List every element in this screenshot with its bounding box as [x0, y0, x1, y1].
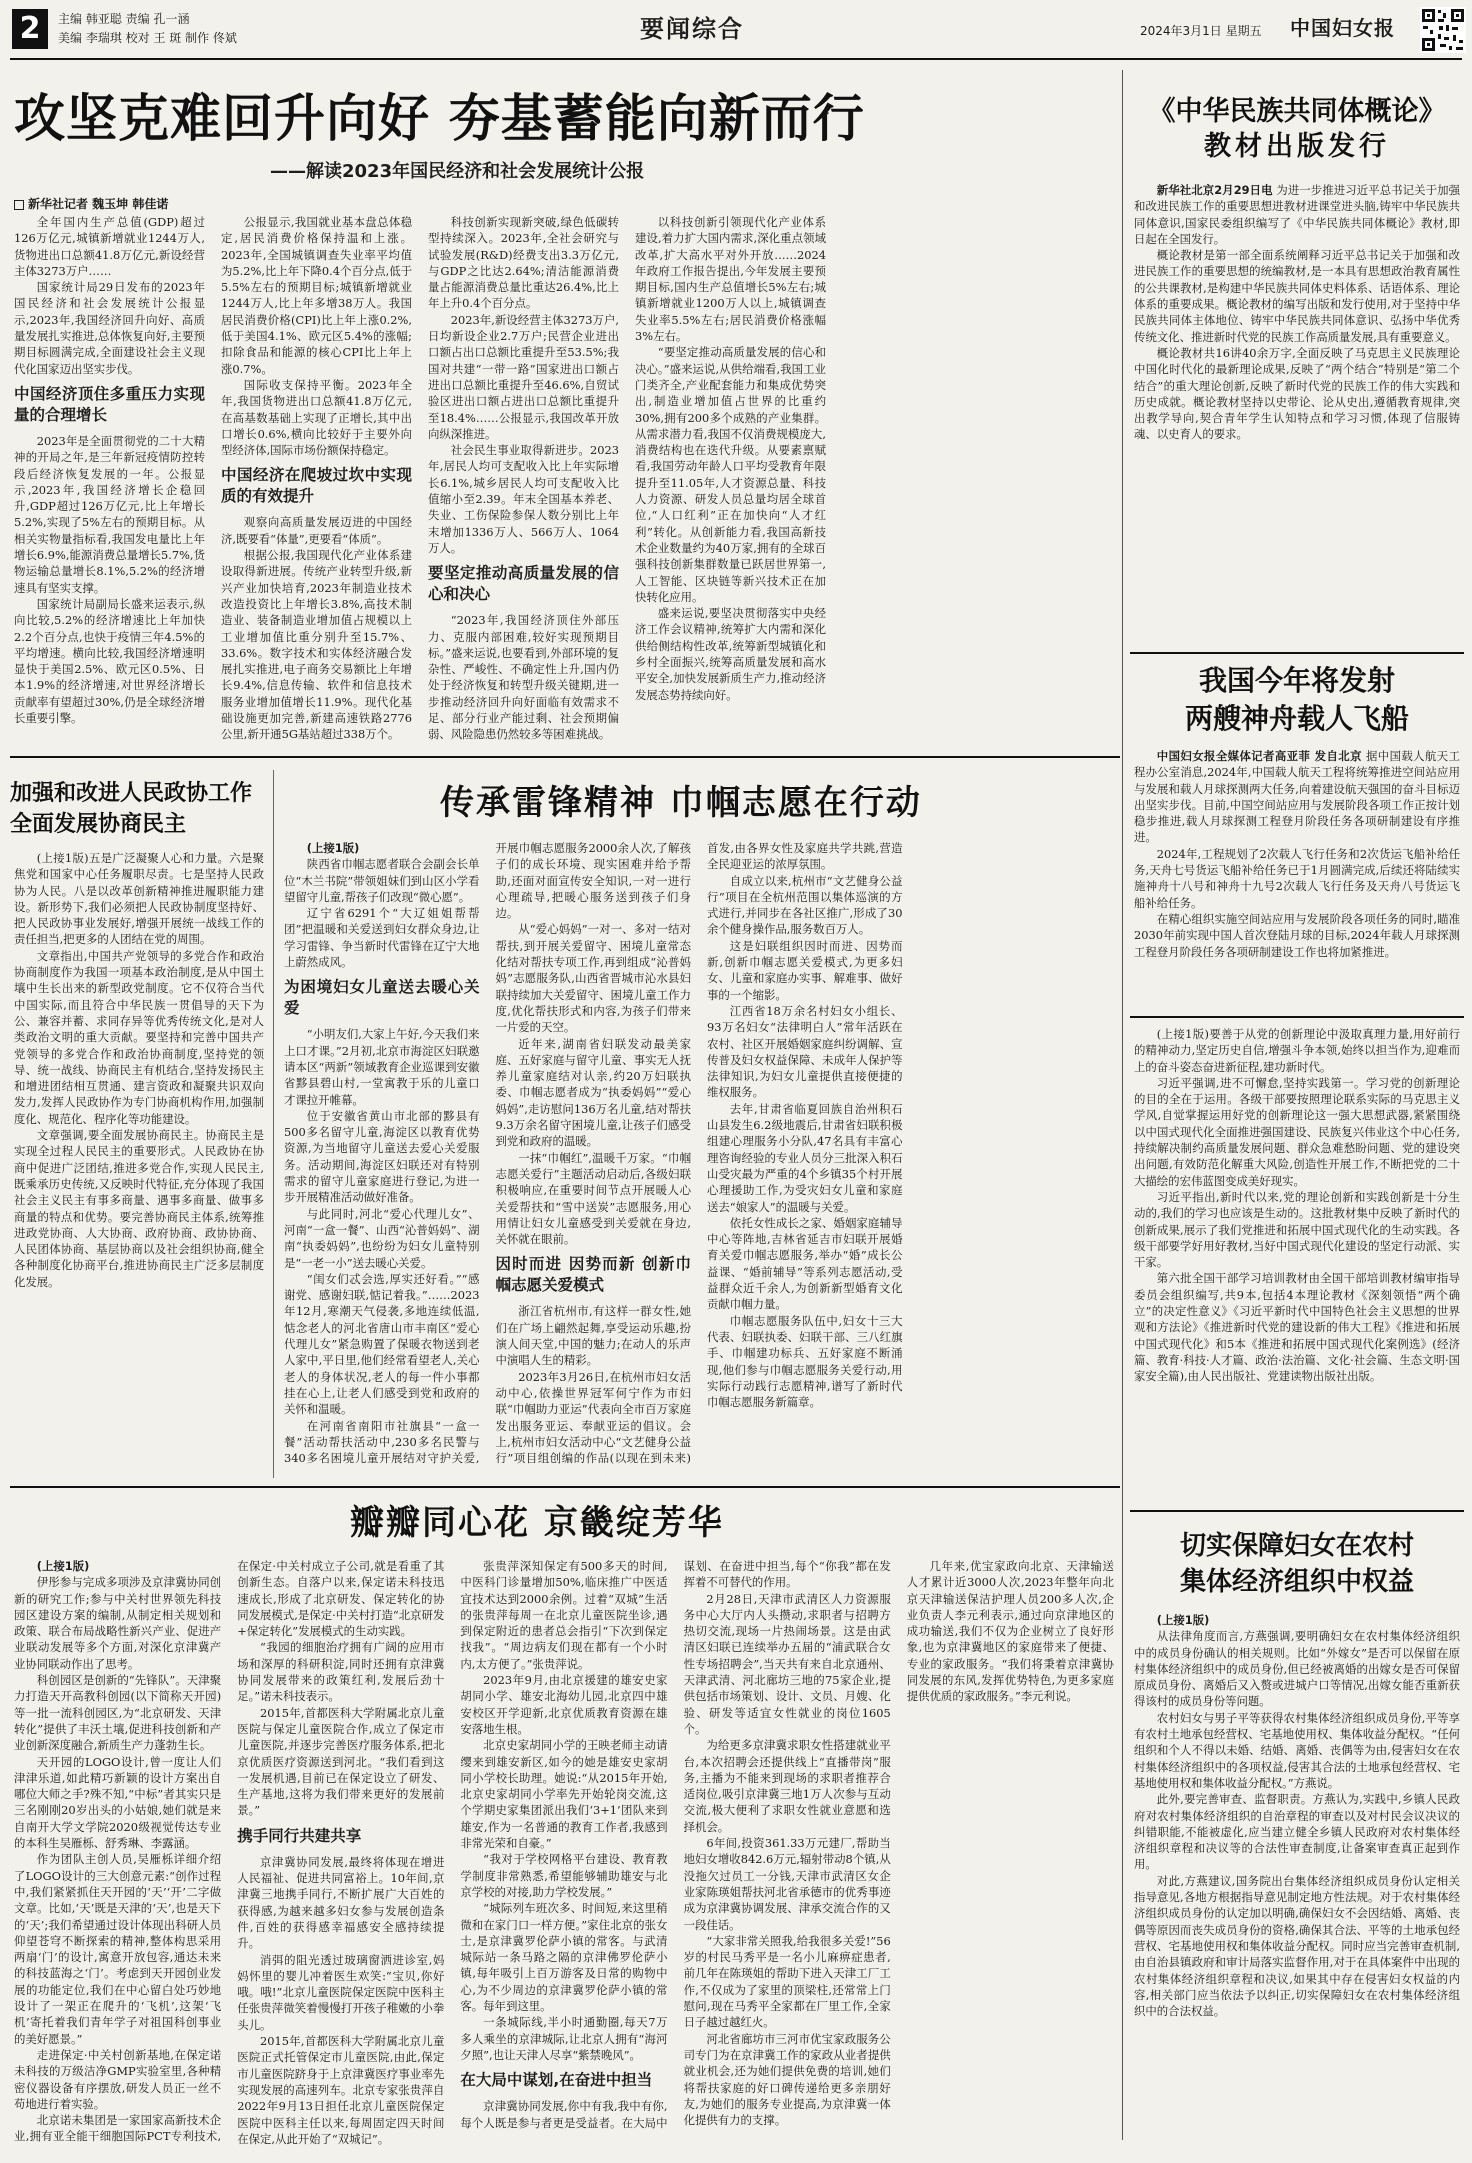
paragraph: 观察向高质量发展迈进的中国经济,既要看“体量”,更要看“体质”。	[221, 515, 412, 546]
paragraph: 走进保定·中关村创新基地,在保定诺未科技的万级洁净GMP实验室里,各种精密仪器设备有序摆放,研发人员正一丝不苟地进行着实验。	[14, 2047, 222, 2111]
sidebar-rule	[1130, 1016, 1464, 1018]
paragraph: 京津冀协同发展,你中有我,我中有你,每个人既是参与者更是受益者。在大局中谋划、在奋进中担当,每个“你我”都在发挥着不可替代的作用。	[460, 1559, 891, 2130]
subheading: 中国经济在爬坡过坎中实现质的有效提升	[221, 466, 412, 506]
paragraph: 2023年9月,由北京援建的雄安史家胡同小学、雄安北海幼儿园,北京四中雄安校区开学迎新,北京优质教育资源在雄安落地生根。	[460, 1673, 668, 1736]
subheading: 要坚定推动高质量发展的信心和决心	[428, 564, 619, 604]
paragraph: “要坚定推动高质量发展的信心和决心。”盛来运说,从供给端看,我国工业门类齐全,产业配套能力和集成优势突出,制造业增加值占世界的比重约30%,拥有200多个成熟的产业集群。从需求潜力看,我国不仅消费规模庞大,消费结构也在迭代升级。从要素禀赋看,我国劳动年龄人口平均受教育年限提升至11.05年,人才资源总量、科技人力资源、研发人员总量均居全球首位,“人口红利”正在加快向“人才红利”转化。从创新能力看,我国高新技术企业数量约为40万家,拥有的全球百强科技创新集群数量已跃居世界第一,人工智能、区块链等新兴技术正在加快转化应用。	[635, 345, 826, 604]
paragraph: 第六批全国干部学习培训教材由全国干部培训教材编审指导委员会组织编写,共9本,包括4本理论教材《深刻领悟“两个确立”的决定性意义》《习近平新时代中国特色社会主义思想的世界观和方法论》《推进新时代党的建设新的伟大工程》《推进和拓展中国式现代化》和5本《推进和拓展中国式现代化案例选》(经济篇、教育·科技·人才篇、政治·法治篇、文化·社会篇、生态文明·国家安全篇),由人民出版社、党建读物出版社出版。	[1134, 1271, 1460, 1384]
paragraph: 消弭的阻光透过玻璃窗洒进诊室,妈妈怀里的婴儿冲着医生欢笑:“宝贝,你好哦。哦!”北京儿童医院保定医院中医科主任张贵萍微笑着慢慢打开孩子稚嫩的小拳头儿。	[237, 1952, 445, 2032]
shenzhou-headline	[1130, 662, 1464, 738]
paragraph: 在精心组织实施空间站应用与发展阶段各项任务的同时,瞄准2030年前实现中国人首次登陆月球的目标,2024年载人月球探测工程登月阶段任务各项研制建设工作也将加紧推进。	[1134, 911, 1460, 959]
paragraph: 盛来运说,要坚决贯彻落实中央经济工作会议精神,统筹扩大内需和深化供给侧结构性改革,统筹新型城镇化和乡村全面振兴,统筹高质量发展和高水平安全,加快发展新质生产力,推动经济发展态势持续向好。	[635, 606, 826, 702]
paragraph: 为给更多京津冀求职女性搭建就业平台,本次招聘会还提供线上“直播带岗”服务,主播为不能来到现场的求职者推荐合适岗位,吸引京津冀三地1万人次参与互动交流,极大便利了求职女性就业意愿和选择机会。	[683, 1738, 891, 1834]
paragraph: 一抹“巾帼红”,温暖千万家。“巾帼志愿关爱行”主题活动启动后,各级妇联积极响应,在重要时间节点开展暖人心关爱帮扶和“雪中送炭”志愿服务,用心用情让妇女儿童感受到关爱就在身边,关怀就在眼前。	[495, 1150, 691, 1247]
lead-byline	[14, 196, 168, 212]
subheading: 携手同行共建共享	[237, 1826, 362, 1845]
dateline: 中国妇女报全媒体记者高亚菲 发自北京	[1156, 749, 1362, 763]
credits-line-1: 主编 韩亚聪 责编 孔一涵	[58, 12, 190, 26]
paragraph: 概论教材共16讲40余万字,全面反映了马克思主义民族理论中国化时代化的最新理论成果,反映了“两个结合”特别是“第二个结合”的重大理论创新,反映了新时代党的民族工作的伟大实践和历史成就。概论教材坚持以史带论、论从史出,遵循教育规律,突出教学导向,契合青年学生认知特点和学习习惯,体现了信服铸魂、以史育人的要求。	[1134, 345, 1460, 442]
paragraph: 对此,方燕建议,国务院出台集体经济组织成员身份认定相关指导意见,各地方根据指导意见制定地方性法规。对于农村集体经济组织成员身份的认定加以明确,确保妇女不会因结婚、离婚、丧偶等原因而丧失成员身份的资格,确保其合法、平等的土地承包经营权、宅基地使用权和集体收益分配权。同时应当完善审查机制,由自治县镇政府和审计局落实监督作用,对于在具体案件中出现的农村集体经济组织章程和决议,如果其中存在侵害妇女权益的内容,相关部门应当依法予以纠正,切实保障妇女在农村集体经济组织中的合法权益。	[1134, 1873, 1460, 2019]
paragraph: 天开园的LOGO设计,曾一度让人们津津乐道,如此精巧新颖的设计方案出自哪位大师之手?殊不知,“中标”者其实只是三名刚刚20岁出头的小姑娘,她们就是来自南开大学文学院2020级视觉传达专业的本科生吴雁栎、舒秀琳、李露涵。	[14, 1754, 222, 1851]
cppcc-article-body	[14, 850, 264, 1478]
paragraph: 张贵萍深知保定有500多天的时间,中医科门诊量增加50%,临床推广中医适宜技术达到2000余例。过着“双城”生活的张贵萍每周一在北京儿童医院坐诊,遇到保定附近的患者总会指引“下次到保定找我”。“周边病友们现在都有一个小时内,太方便了。”张贵萍说。	[460, 1559, 668, 1671]
paragraph: 浙江省杭州市,有这样一群女性,她们在广场上翩然起舞,享受运动乐趣,扮演人间天堂,中国的魅力;在动人的乐声中演唱人生的精彩。	[495, 1304, 691, 1368]
paragraph: 几年来,优宝家政向北京、天津输送人才累计近3000人次,2023年整年向北京天津输送保洁护理人员200多人次,企业负责人李元利表示,通过向京津地区的成功输送,我们不仅为企业树立了良好形象,也为京津冀地区的家庭带来了便捷、专业的家政服务。“我们将秉着京津冀协同发展的东风,发挥优势特色,为更多家庭提供优质的家政服务。”李元利说。	[906, 1559, 1114, 1704]
paragraph: “小明友们,大家上午好,今天我们来上口才课。”2月初,北京市海淀区妇联邀请本区“两新”领域教育企业巡课到安徽省黟县碧山村,一堂寓教于乐的儿童口才课拉开帷幕。	[284, 1027, 480, 1107]
paragraph: “我对于学校网格平台建设、教育教学制度非常熟悉,希望能够辅助雄安与北京学校的对接,助力学校发展。”	[460, 1852, 668, 1899]
paragraph: 江西省18万余名村妇女小组长、93万名妇女“法律明白人”常年活跃在农村、社区开展婚姻家庭纠纷调解、宣传普及妇女权益保障、未成年人保护等法律知识,为妇女儿童提供直接便捷的维权服务。	[707, 1003, 903, 1100]
paragraph: 2015年,首都医科大学附属北京儿童医院与保定儿童医院合作,成立了保定市儿童医院,并逐步完善医疗服务体系,把北京优质医疗资源送到河北。“我们看到这一发展机遇,目前已在保定设立了研发、生产基地,这将为我们带来更好的发展前景。”	[237, 1705, 445, 1818]
paragraph: 习近平强调,进不可懈怠,坚持实践第一。学习党的创新理论的目的全在于运用。各级干部要按照理论联系实际的马克思主义学风,自觉掌握运用好党的创新理论这一强大思想武器,紧紧围绕以中国式现代化全面推进强国建设、民族复兴伟业这个中心任务,持续解决制约高质量发展问题、群众急难愁盼问题、党的建设突出问题,有效防范化解重大风险,创造性开展工作,不断把党的二十大描绘的宏伟蓝图变成美好现实。	[1134, 1075, 1460, 1188]
paragraph: “大家非常关照我,给我很多关爱!”56岁的村民马秀平是一名小儿麻痹症患者,前几年在陈瑛姐的帮助下进入天津工厂工作,不仅成为了家里的顶梁柱,还常常上门慰问,现在马秀平全家都在厂里工作,全家日子越过越红火。	[683, 1933, 891, 2030]
issue-date: 2024年3月1日 星期五	[1140, 24, 1262, 38]
paragraph: 国际收支保持平衡。2023年全年,我国货物进出口总额41.8万亿元,在高基数基础上实现了正增长,其中出口增长0.6%,横向比较好于主要外向型经济体,国际市场份额保持稳定。	[221, 377, 412, 458]
paragraph	[14, 1558, 221, 1574]
paragraph: (上接1版)五是广泛凝聚人心和力量。六是聚焦党和国家中心任务履职尽责。七是坚持人民政协为人民。八是以改革创新精神推进履职能力建设。新形势下,我们必须把人民政协制度坚持好、把人民政协事业发展好,增强开展统一战线工作的责任担当,把更多的人团结在党的周围。	[14, 851, 264, 947]
paragraph: 从法律角度而言,方燕强调,要明确妇女在农村集体经济组织中的成员身份确认的相关规则。比如“外嫁女”是否可以保留在原村集体经济组织中的成员身份,但已经被离婚的出嫁女是否可保留原成员身份、离婚后又入赘或进城户口等情况,出嫁女能否重新获得该村的成员身份等问题。	[1134, 1629, 1460, 1709]
header-rule	[10, 58, 1462, 60]
paragraph	[1134, 1612, 1460, 1628]
volunteer-article-body	[284, 840, 1114, 1480]
paragraph: 伊彤参与完成多项涉及京津冀协同创新的研究工作;参与中关村世界领先科技园区建设方案的编制,从制定相关规划和政策、联合布局战略性新兴产业、促进产业联动发展等多个方面,对深化京津冀产业协同联动作出了思考。	[14, 1575, 222, 1671]
paragraph: 国家统计局副局长盛来运表示,纵向比较,5.2%的经济增速比上年加快2.2个百分点,也快于疫情三年4.5%的平均增速。横向比较,我国经济增速明显快于美国2.5%、欧元区0.5%、日本1.9%的经济增速,对世界经济增长贡献率有望超过30%,仍是全球经济增长重要引擎。	[14, 596, 205, 726]
paragraph: 2024年,工程规划了2次载人飞行任务和2次货运飞船补给任务,天舟七号货运飞船补给任务已于1月圆满完成,后续还将陆续实施神舟十八号和神舟十九号2次载人飞行任务及天舟八号货运飞船补给任务。	[1134, 846, 1460, 910]
paragraph	[1134, 748, 1460, 846]
paragraph: 公报显示,我国就业基本盘总体稳定,居民消费价格保持温和上涨。2023年,全国城镇调查失业率平均值为5.2%,比上年下降0.4个百分点,低于5.5%左右的预期目标;城镇新增就业1244万人,比上年多增38万人。我国居民消费价格(CPI)比上年上涨0.2%,低于美国4.1%、欧元区5.4%的涨幅;扣除食品和能源的核心CPI比上年上涨0.7%。	[221, 215, 412, 376]
textbook-headline-line-2: 教材出版发行	[1204, 131, 1390, 162]
textbook-headline	[1130, 94, 1464, 164]
rural-headline-line-1: 切实保障妇女在农村	[1179, 1531, 1414, 1561]
column-divider	[273, 770, 274, 1478]
paragraph: 此外,要完善审查、监督职责。方燕认为,实践中,乡镇人民政府对农村集体经济组织的自治章程的审查以及对村民会议决议的纠错职能,不能被虚化,应当建立健全乡镇人民政府对农村集体经济组织章程和决议等的合法性审查制度,让备案审查真正起到作用。	[1134, 1792, 1460, 1872]
jingji-headline: 瓣瓣同心花 京畿绽芳华	[350, 1503, 724, 1543]
paragraph-text: 为进一步推进习近平总书记关于加强和改进民族工作的重要思想进教材进课堂进头脑,铸牢中华民族共同体意识,国家民委组织编写了《中华民族共同体概论》教材,即日起在全国发行。	[1134, 183, 1460, 246]
paragraph: 以科技创新引领现代化产业体系建设,着力扩大国内需求,深化重点领域改革,扩大高水平对外开放……2024年政府工作报告提出,今年发展主要预期目标,国内生产总值增长5%左右;城镇新增就业1200万人以上,城镇调查失业率5.5%左右;居民消费价格涨幅3%左右。	[635, 215, 826, 344]
paragraph: 依托女性成长之家、婚姻家庭辅导中心等阵地,吉林省延吉市妇联开展婚育关爱巾帼志愿服务,举办“婚”成长公益课、“婚前辅导”等系列志愿活动,受益群众近千余人,为创新新型婚育文化贡献巾帼力量。	[707, 1215, 903, 1312]
continued-marker: (上接1版)	[1156, 1613, 1210, 1627]
paragraph: 辽宁省6291个“大辽姐姐帮帮团”把温暖和关爱送到妇女群众身边,让学习雷锋、争当新时代雷锋在辽宁大地上蔚然成风。	[284, 906, 480, 970]
paragraph: “城际列车班次多、时间短,来这里稍微和在家门口一样方便。”家住北京的张女士,是京津冀罗伦萨小镇的常客。与武清城际站一条马路之隔的京津佛罗伦萨小镇,每年吸引上百万游客及日常的购物中心,为不少周边的京津冀罗伦萨小镇的常客。每年到这里。	[460, 1901, 668, 2014]
paragraph: 这是妇联组织因时而进、因势而新,创新巾帼志愿关爱模式,为更多妇女、儿童和家庭办实事、解难事、做好事的一个缩影。	[707, 938, 903, 1002]
paragraph: 去年,甘肃省临夏回族自治州积石山县发生6.2级地震后,甘肃省妇联积极组建心理服务小分队,47名具有丰富心理咨询经验的专业人员分三批深入积石山受灾最为严重的4个乡镇35个村开展心理援助工作,为受灾妇女儿童和家庭送去“娘家人”的温暖与关爱。	[707, 1101, 903, 1214]
paragraph: 近年来,湖南省妇联发动最美家庭、五好家庭与留守儿童、事实无人抚养儿童家庭结对认亲,约20万妇联执委、巾帼志愿者成为“执委妈妈”“爱心妈妈”,走访慰问136万名儿童,结对帮扶9.3万余名留守困境儿童,让孩子们感受到党和政府的温暖。	[495, 1036, 691, 1149]
paragraph: 作为团队主创人员,吴雁栎详细介绍了LOGO设计的三大创意元素:“创作过程中,我们紧紧抓住天开园的‘天’‘开’二字做文章。比如,‘天’既是天津的‘天’,也是天下的‘天’;我们希望通过设计体现出科研人员仰望苍穹不断探索的精神,整体构思采用两扇‘门’的设计,寓意开放包容,通达未来的科技蓝海之‘门’。考虑到天开园创业发展的功能定位,我们在中心留白处巧妙地设计了一架正在爬升的‘飞机’,这架‘飞机’寄托着我们青年学子对祖国科创事业的美好愿景。”	[14, 1852, 222, 2046]
paragraph: 从“爱心妈妈”一对一、多对一结对帮扶,到开展关爱留守、困境儿童常态化结对帮扶专项工作,再到组成“沁普妈妈”志愿服务队,山西省晋城市沁水县妇联持续加大关爱留守、困境儿童工作力度,优化帮扶形式和内容,为孩子们带来一片爱的天空。	[495, 922, 691, 1035]
paragraph: 河北省廊坊市三河市优宝家政服务公司专门为在京津冀工作的家政从业者提供就业机会,还为她们提供免费的培训,她们将帮扶家庭的好口碑传递给更多亲朋好友,为她们的服务专业提高,为京津冀一体化提供有力的支撑。	[683, 2031, 891, 2128]
paragraph: 2023年,新设经营主体3273万户,日均新设企业2.7万户;民营企业进出口额占出口总额比重提升至53.5%;我国对共建“一带一路”国家进出口额占进出口总额比重提升至46.6%,自贸试验区进出口额占进出口总额比重提升至18.4%……公报显示,我国改革开放向纵深推进。	[428, 312, 619, 441]
paragraph: 一条城际线,半小时通勤圈,每天7万多人乘坐的京津城际,让北京人拥有“海河夕照”,也让天津人尽享“紫禁晚风”。	[460, 2015, 668, 2062]
paragraph: (上接1版)要善于从党的创新理论中汲取真理力量,用好前行的精神动力,坚定历史自信,增强斗争本领,始终以担当作为,迎难而上的奋斗姿态奋进新征程,建功新时代。	[1134, 1027, 1460, 1074]
credits-line-2: 美编 李瑞琪 校对 王 斑 制作 佟斌	[58, 31, 237, 45]
rural-headline-line-2: 集体经济组织中权益	[1179, 1567, 1414, 1597]
paragraph: 位于安徽省黄山市北部的黟县有500多名留守儿童,海淀区以教育优势资源,为当地留守儿童送去爱心关爱服务。活动期间,海淀区妇联还对有特别需求的留守儿童家庭进行登记,为进一步开展精准活动做好准备。	[284, 1108, 480, 1205]
paragraph: 根据公报,我国现代化产业体系建设取得新进展。传统产业转型升级,新兴产业加快培育,2023年制造业技术改造投资比上年增长3.8%,高技术制造业、装备制造业增加值占规模以上工业增加值比重分别升至15.7%、33.6%。数字技术和实体经济融合发展扎实推进,电子商务交易额比上年增长9.4%,信息传输、软件和信息技术服务业增加值增长11.9%。现代化基础设施更加完善,新建高速铁路2776公里,新开通5G基站超过338万个。	[221, 548, 412, 742]
lead-byline-text: 新华社记者 魏玉坤 韩佳诺	[28, 197, 169, 211]
continued-marker: (上接1版)	[36, 1559, 90, 1573]
page-number: 2	[12, 9, 48, 49]
editor-credits	[58, 10, 237, 48]
lead-headline: 攻坚克难回升向好 夯基蓄能向新而行	[14, 89, 865, 149]
shenzhou-article-body	[1134, 748, 1460, 1002]
subheading: 中国经济顶住多重压力实现量的合理增长	[14, 384, 205, 424]
lead-article-body	[14, 214, 826, 746]
paragraph: 国家统计局29日发布的2023年国民经济和社会发展统计公报显示,2023年,我国经济回升向好、高质量发展扎实推进,总体恢复向好,主要预期目标圆满完成,全面建设社会主义现代化国家迈出坚实步伐。	[14, 280, 205, 376]
paragraph: 科创园区是创新的“先锋队”。天津聚力打造天开高教科创园(以下简称天开园)等一批一流科创园区,为“北京研发、天津转化”提供了丰沃土壤,促进科技创新和产业创新深度融合,新质生产力蓬勃生长。	[14, 1673, 222, 1753]
paragraph: 文章指出,中国共产党领导的多党合作和政治协商制度作为我国一项基本政治制度,是从中国土壤中生长出来的新型政党制度。它不仅符合当代中国实际,而且符合中华民族一贯倡导的天下为公、兼容并蓄、求同存异等优秀传统文化,是对人类政治文明的重大贡献。要坚持和完善中国共产党领导的多党合作和政治协商制度,坚持党的领导、统一战线、协商民主有机结合,坚持发扬民主和增进团结相互贯通、建言资政和凝聚共识双向发力,发挥人民政协作为专门协商机构作用,加强制度化、规范化、程序化等功能建设。	[14, 948, 264, 1126]
paragraph: “2023年,我国经济顶住外部压力、克服内部困难,较好实现预期目标。”盛来运说,也要看到,外部环境的复杂性、严峻性、不确定性上升,国内仍处于经济恢复和转型升级关键期,进一步推动经济回升向好面临有效需求不足、部分行业产能过剩、社会预期偏弱、风险隐患仍然较多等困难挑战。	[428, 613, 619, 742]
paragraph: 概论教材是第一部全面系统阐释习近平总书记关于加强和改进民族工作的重要思想的统编教材,是一本具有思想政治教育属性的公共课教材,是构建中华民族共同体史料体系、话语体系、理论体系的重要成果。概论教材的编写出版和发行使用,对于坚持中华民族共同体主体地位、铸牢中华民族共同体意识、弘扬中华优秀传统文化、推进新时代党的民族工作高质量发展,具有重要意义。	[1134, 248, 1460, 344]
subheading: 因时而进 因势而新 创新巾帼志愿关爱模式	[495, 1255, 691, 1295]
section-rule	[10, 756, 1120, 758]
shenzhou-headline-line-2: 两艘神舟载人飞船	[1184, 702, 1409, 735]
square-marker-icon	[14, 200, 24, 210]
paragraph: “我园的细胞治疗拥有广阔的应用市场和深厚的科研积淀,同时还拥有京津冀协同发展带来的政策红利,发展后劲十足。”诺未科技表示。	[237, 1640, 445, 1704]
paragraph: 北京史家胡同小学的王映老师主动请缨来到雄安新区,如今的她是雄安史家胡同小学校长助理。她说:“从2015年开始,北京史家胡同小学率先开始轮岗交流,这个学期史家集团派出我们‘3+1’团队来到雄安,作为一名普通的教育工作者,我感到非常光荣和自豪。”	[460, 1738, 668, 1851]
section-title: 要闻综合	[640, 14, 744, 43]
paragraph: 2月28日,天津市武清区人力资源服务中心大厅内人头攒动,求职者与招聘方热切交流,现场一片热闹场景。这是由武清区妇联已连续举办五届的“浦武联合女性专场招聘会”,当天共有来自北京通州、天津武清、河北廊坊三地的75家企业,提供包括市场策划、设计、文员、月嫂、化验、研发等适宜女性就业的岗位1605个。	[683, 1591, 891, 1736]
paragraph: 2023年3月26日,在杭州市妇女活动中心,依操世界冠军何宁作为市妇联“巾帼助力亚运”代表向全市百万家庭发出服务亚运、奉献亚运的倡议。会上,杭州市妇女活动中心“文艺健身公益行”项目组创编的作品(以现在到未来)首发,由各界女性及家庭共学共跳,营造全民迎亚运的浓厚氛围。	[495, 841, 903, 1466]
cppcc-headline-line-2: 全面发展协商民主	[10, 811, 187, 837]
dateline: 新华社北京2月29日电	[1156, 183, 1273, 197]
cppcc-headline	[10, 778, 266, 840]
paragraph: 全年国内生产总值(GDP)超过126万亿元,城镇新增就业1244万人,货物进出口总额41.8万亿元,新设经营主体3273万户……	[14, 215, 205, 278]
paragraph: 文章强调,要全面发展协商民主。协商民主是实现全过程人民民主的重要形式。人民政协在协商中促进广泛团结,推进多党合作,实现人民民主,既乘承历史传统,又反映时代特征,充分体现了我国社会主义民主有事多商量、遇事多商量、做事多商量的特点和优势。要完善协商民主体系,统筹推进政党协商、人大协商、政府协商、政协协商、人民团体协商、基层协商以及社会组织协商,健全各种制度化协商平台,推进协商民主广泛多层制度化发展。	[14, 1128, 264, 1289]
rural-article-body	[1134, 1612, 1460, 2152]
paragraph: 6年间,投资361.33万元建厂,帮助当地妇女增收842.6万元,辐射带动8个镇,从没拖欠过员工一分钱,天津市武清区女企业家陈瑛姐帮扶河北省承德市的优秀事迹成为京津冀协调发展、津承交流合作的又一段佳话。	[683, 1836, 891, 1932]
paragraph: 社会民生事业取得新进步。2023年,居民人均可支配收入比上年实际增长6.1%,城乡居民人均可支配收入比值缩小至2.39。年末全国基本养老、失业、工伤保险参保人数分别比上年末增加1336万人、566万人、1064万人。	[428, 443, 619, 555]
sidebar-divider	[1122, 70, 1123, 2140]
textbook-headline-line-1: 《中华民族共同体概论》	[1148, 96, 1446, 127]
lead-subtitle: ——解读2023年国民经济和社会发展统计公报	[270, 161, 645, 182]
paragraph-text: 据中国载人航天工程办公室消息,2024年,中国载人航天工程将统筹推进空间站应用与发展和载人月球探测两大任务,向着建设航天强国的奋斗目标迈出坚实步伐。目前,中国空间站应用与发展阶段各项工作正按计划稳步推进,载人月球探测工程登月阶段任务各项研制建设有序推进。	[1134, 749, 1460, 845]
qr-code-icon	[1420, 7, 1466, 53]
shenzhou-headline-line-1: 我国今年将发射	[1198, 664, 1395, 697]
rural-headline	[1130, 1528, 1464, 1600]
subheading: 为困境妇女儿童送去暖心关爱	[284, 978, 480, 1018]
section-rule	[10, 1486, 1120, 1488]
paragraph	[1134, 182, 1460, 247]
paragraph: 自成立以来,杭州市“文艺健身公益行”项目在全杭州范围以集体巡演的方式进行,并同步在各社区推广,形成了30余个健身操作品,服务数百万人。	[707, 873, 903, 937]
paragraph: “闺女们忒会选,厚实还好看。”“感谢党、感谢妇联,惦记着我。”……2023年12月,寒潮天气侵袭,多地连续低温,惦念老人的河北省唐山市丰南区“爱心代理儿女”紧急购置了保暖衣物送到老人家中,平日里,他们经常看望老人,关心老人的身体状况,老人的每一件小事都挂在心上,让老人们感受到党和政府的关怀和温暖。	[284, 1271, 480, 1417]
continued-marker: (上接1版)	[306, 841, 360, 855]
jingji-article-body	[14, 1558, 1114, 2152]
paragraph: 农村妇女与男子平等获得农村集体经济组织成员身份,平等享有农村土地承包经营权、宅基地使用权、集体收益分配权。“任何组织和个人不得以未婚、结婚、离婚、丧偶等为由,侵害妇女在农村集体经济组织中的各项权益,侵害其合法的土地承包经营权、宅基地使用权和集体收益分配权。”方燕说。	[1134, 1710, 1460, 1790]
paragraph	[284, 840, 480, 856]
paragraph: 北京诺未集团是一家国家高新技术企业,拥有亚全能干细胞国际PCT专利技术,在保定·中关村成立子公司,就是看重了其创新生态。自落户以来,保定诺未科技迅速成长,形成了北京研发、保定转化的协同发展模式,是保定·中关村打造“北京研发+保定转化”发展模式的生动实践。	[14, 1559, 445, 2144]
textbook-article-body	[1134, 182, 1460, 546]
newspaper-logo: 中国妇女报	[1290, 16, 1395, 40]
paragraph: 2023年是全面贯彻党的二十大精神的开局之年,是三年新冠疫情防控转段后经济恢复发展的一年。公报显示,2023年,我国经济增长企稳回升,GDP超过126万亿元,比上年增长5.2%,实现了5%左右的预期目标。从相关实物量指标看,我国发电量比上年增长6.9%,能源消费总量增长5.7%,货物运输总量增长8.1%,5.2%的经济增速具有坚实支撑。	[14, 433, 205, 595]
paragraph: 与此同时,河北“爱心代理儿女”、河南“一盒一餐”、山西“沁普妈妈”、湖南“执委妈妈”,也纷纷为妇女儿童特别是“一老一小”送去暖心关爱。	[284, 1206, 480, 1270]
theory-article-body	[1134, 1026, 1460, 1486]
paragraph: 在河南省南阳市社旗县“一盒一餐”活动帮扶活动中,230多名民警与340多名困境儿童开展结对守护关爱,开展巾帼志愿服务2000余人次,了解孩子们的成长环境、现实困难并给予帮助,还面对面宣传安全知识,一对一进行心理疏导,把暖心服务送到孩子们身边。	[284, 841, 691, 1466]
sidebar-rule	[1130, 1510, 1464, 1512]
sidebar-rule	[1130, 652, 1464, 654]
volunteer-headline: 传承雷锋精神 巾帼志愿在行动	[440, 783, 922, 823]
paragraph: 习近平指出,新时代以来,党的理论创新和实践创新是十分生动的,我们的学习也应该是生动的。这批教材集中反映了新时代的创新成果,展示了我们党推进和拓展中国式现代化的生动实践。各级干部要学好用好教材,当好中国式现代化建设的坚定行动派、实干家。	[1134, 1189, 1460, 1270]
subheading: 在大局中谋划,在奋进中担当	[460, 2071, 653, 2090]
cppcc-headline-line-1: 加强和改进人民政协工作	[10, 780, 253, 806]
paragraph: 陕西省巾帼志愿者联合会副会长单位“木兰书院”带领姐妹们到山区小学看望留守儿童,帮孩子们改现“微心愿”。	[284, 857, 480, 904]
paragraph: 京津冀协同发展,最终将体现在增进人民福祉、促进共同富裕上。10年间,京津冀三地携手同行,不断扩展广大百姓的获得感,为越来越多妇女参与发展创造条件,百姓的获得感幸福感安全感持续提升。	[237, 1854, 445, 1951]
paragraph: 2015年,首都医科大学附属北京儿童医院正式托管保定市儿童医院,由此,保定市儿童医院跻身于上京津冀医疗事业率先实现发展的高速列车。北京专家张贵萍自2022年9月13日担任北京儿童医院保定医院中医科主任以来,每周固定四天时间在保定,从此开始了“双城记”。	[237, 2034, 445, 2146]
paragraph: 科技创新实现新突破,绿色低碳转型持续深入。2023年,全社会研究与试验发展(R&D)经费支出3.3万亿元,与GDP之比达2.64%;清洁能源消费量占能源消费总量比重达26.4%,比上年上升0.4个百分点。	[428, 215, 619, 311]
paragraph: 巾帼志愿服务队伍中,妇女十三大代表、妇联执委、妇联干部、三八红旗手、巾帼建功标兵、五好家庭不断涌现,他们参与巾帼志愿服务关爱行动,用实际行动践行志愿精神,谱写了新时代巾帼志愿服务新篇章。	[707, 1313, 903, 1410]
